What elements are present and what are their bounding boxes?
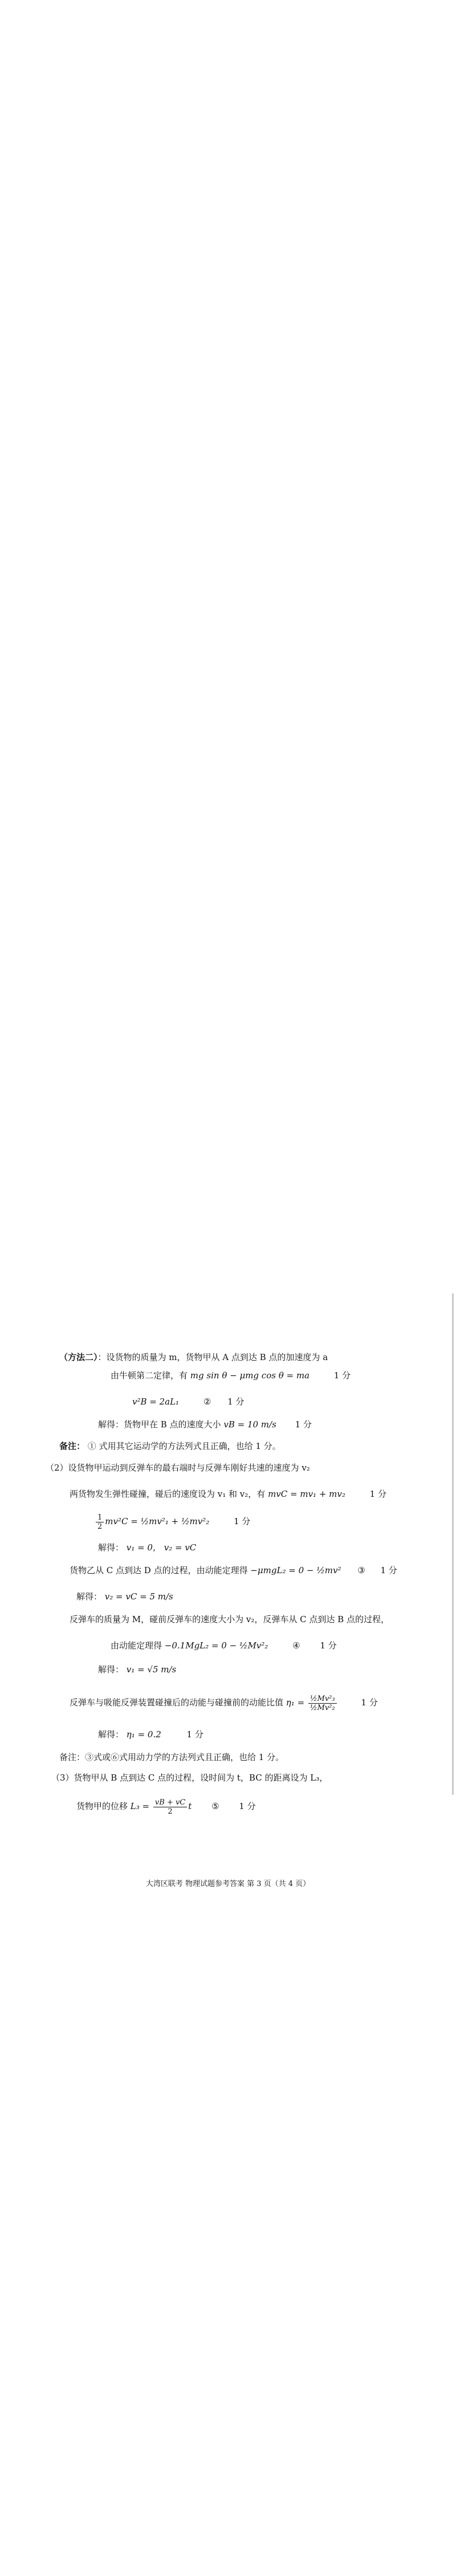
collision-line — [70, 1488, 386, 1500]
score-energy: 1 分 — [234, 1516, 251, 1526]
ratio-eta: η₁ = — [286, 1697, 305, 1708]
energy-equation: mv²C = ½mv²₁ + ½mv²₂ — [105, 1516, 210, 1526]
displacement-denominator: 2 — [168, 1807, 173, 1816]
energy-half-den: 2 — [97, 1522, 103, 1531]
solve1-equation: vB = 10 m/s — [223, 1419, 276, 1430]
solve5-equation: η₁ = 0.2 — [126, 1729, 161, 1740]
solve4-prefix: 解得： — [98, 1664, 124, 1675]
ratio-denominator: ½Mv²₂ — [310, 1703, 335, 1712]
solve2-prefix: 解得： — [98, 1542, 124, 1553]
score-momentum: 1 分 — [369, 1489, 386, 1499]
score-ratio: 1 分 — [361, 1697, 378, 1708]
newton-equation: mg sin θ − μmg cos θ = ma — [190, 1370, 310, 1381]
energy-half-fraction — [96, 1513, 104, 1531]
solve3-line — [76, 1591, 173, 1602]
displacement-numerator: vB + vC — [153, 1798, 187, 1807]
method2-label: （方法二） — [59, 1352, 98, 1362]
score-kinematic: 1 分 — [227, 1397, 245, 1407]
collision-prefix: 两货物发生弹性碰撞，碰后的速度设为 v₁ 和 v₂，有 — [70, 1489, 266, 1499]
goods2-text: 货物乙从 C 点到达 D 点的过程，由动能定理得 — [70, 1565, 248, 1575]
solve4-equation: v₁ = √5 m/s — [126, 1664, 177, 1675]
note2-line — [59, 1752, 284, 1763]
equation-tag-3: ③ — [357, 1565, 365, 1575]
part2-text: （2）设货物甲运动到反弹车的最右端时与反弹车刚好共速的速度为 v₂ — [46, 1463, 310, 1473]
score-displacement: 1 分 — [239, 1801, 256, 1811]
note1-line — [59, 1440, 281, 1452]
cart-line — [70, 1614, 389, 1625]
score-solve1: 1 分 — [295, 1419, 312, 1430]
ratio-line — [70, 1690, 378, 1715]
method2-line — [59, 1352, 328, 1363]
ratio-numerator: ½Mv²₃ — [308, 1695, 337, 1704]
solve1-line — [98, 1419, 312, 1430]
part3-heading — [51, 1772, 328, 1783]
cart-energy-equation: −0.1MgL₂ = 0 − ½Mv²₂ — [164, 1640, 268, 1651]
energy-half-num: 1 — [96, 1513, 104, 1522]
part2-heading — [46, 1462, 310, 1473]
newton-line — [111, 1370, 351, 1381]
goods2-equation: −μmgL₂ = 0 − ½mv² — [250, 1565, 341, 1575]
goods2-line — [70, 1565, 397, 1576]
page-footer: 大湾区联考 物理试题参考答案 第 3 页（共 4 页） — [145, 1880, 311, 1888]
equation-tag-4: ④ — [292, 1640, 300, 1651]
displacement-prefix: 货物甲的位移 — [76, 1801, 128, 1811]
equation-tag-2: ② — [203, 1397, 211, 1407]
method2-text: ：设货物的质量为 m，货物甲从 A 点到达 B 点的加速度为 a — [97, 1352, 328, 1362]
kinematic-equation: v²B = 2aL₁ — [132, 1397, 180, 1407]
cart-energy-line — [111, 1640, 337, 1651]
displacement-fraction — [153, 1798, 187, 1816]
solve4-line — [98, 1664, 176, 1675]
cart-text: 反弹车的质量为 M，碰前反弹车的速度大小为 v₂，反弹车从 C 点到达 B 点的过程， — [70, 1614, 389, 1624]
page-binding-edge — [452, 1293, 454, 1795]
solve5-prefix: 解得： — [98, 1729, 124, 1740]
displacement-time: t — [188, 1801, 192, 1811]
note1-text: ① 式用其它运动学的方法列式且正确，也给 1 分。 — [87, 1441, 281, 1451]
score-goods2: 1 分 — [380, 1565, 397, 1575]
score-solve5: 1 分 — [186, 1729, 203, 1740]
cart-energy-prefix: 由动能定理得 — [111, 1640, 162, 1651]
kinematic-line — [132, 1396, 244, 1407]
solve3-prefix: 解得： — [76, 1591, 103, 1602]
note1-label: 备注： — [59, 1441, 85, 1451]
ratio-fraction — [308, 1695, 337, 1712]
score-cart-energy: 1 分 — [320, 1640, 337, 1651]
momentum-equation: mvC = mv₁ + mv₂ — [268, 1489, 345, 1499]
ratio-text: 反弹车与吸能反弹装置碰撞后的动能与碰撞前的动能比值 — [70, 1697, 284, 1708]
solve2-line — [98, 1542, 196, 1553]
energy-line — [95, 1512, 250, 1531]
solve5-line — [98, 1729, 203, 1740]
displacement-lhs: L₃ = — [130, 1801, 150, 1811]
part3-text: （3）货物甲从 B 点到达 C 点的过程，设时间为 t，BC 的距离设为 L₃， — [51, 1773, 328, 1783]
solve1-prefix: 解得：货物甲在 B 点的速度大小 — [98, 1419, 221, 1430]
solve2-equation: v₁ = 0， v₂ = vC — [126, 1542, 197, 1553]
displacement-line — [76, 1795, 256, 1818]
newton-prefix: 由牛顿第二定律，有 — [111, 1370, 188, 1381]
note2-text: 备注：③式或⑥式用动力学的方法列式且正确，也给 1 分。 — [59, 1752, 284, 1762]
solve3-equation: v₂ = vC = 5 m/s — [104, 1591, 173, 1602]
score-newton: 1 分 — [333, 1370, 351, 1381]
equation-tag-5: ⑤ — [211, 1801, 219, 1811]
